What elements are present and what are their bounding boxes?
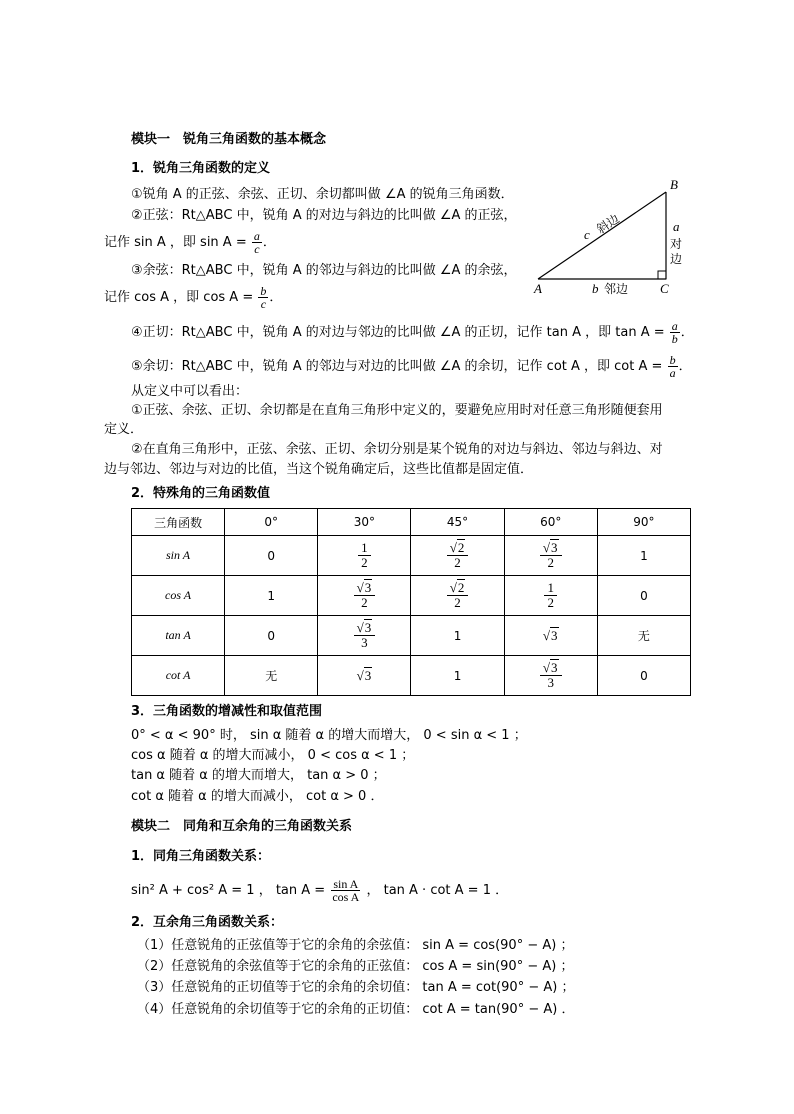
vertex-A: A [534, 281, 542, 296]
complement-relation-3: （3）任意锐角的正切值等于它的余角的余切值： tan A = cot(90° − A) ； [137, 980, 575, 995]
opp-var: a [673, 219, 680, 234]
row-label: cos A [132, 576, 225, 616]
table-cell [504, 536, 597, 576]
definition-tangent: ④正切：Rt△ABC 中，锐角 A 的对边与邻边的比叫做 ∠A 的正切，记作 tan A ，即 tan A = $\frac{a}{b}$ ． [131, 319, 694, 346]
definition-sine-formula: 记作 sin A ，即 sin A = $\frac{a}{c}$ ． [104, 229, 276, 256]
cell-fraction: $\frac{√3}{3}$ [540, 661, 562, 690]
table-cell [597, 616, 690, 656]
definition-1: ①锐角 A 的正弦、余弦、正切、余切都叫做 ∠A 的锐角三角函数． [131, 187, 514, 202]
note-1a: ①正弦、余弦、正切、余切都是在直角三角形中定义的，要避免应用时对任意三角形随便套用 [131, 403, 663, 418]
cell-value: √3 [542, 627, 558, 643]
opp-label-2: 边 [670, 252, 683, 266]
vertex-C: C [660, 281, 669, 296]
cell-fraction: $\frac{√3}{3}$ [354, 621, 376, 650]
adj-var: b [592, 281, 599, 296]
table-cell [504, 616, 597, 656]
table-cell [411, 616, 504, 656]
special-angles-table [131, 508, 691, 696]
cell-fraction: $\frac{√2}{2}$ [447, 581, 469, 610]
cell-value: 0 [640, 588, 648, 603]
module2-title: 模块二 同角和互余角的三角函数关系 [131, 819, 353, 834]
cell-fraction: $\frac{1}{2}$ [358, 541, 371, 570]
cell-value: 0 [640, 668, 648, 683]
module1-title: 模块一 锐角三角函数的基本概念 [131, 132, 327, 147]
vertex-B: B [670, 177, 678, 192]
table-cell [225, 616, 318, 656]
table-row [132, 576, 691, 616]
section1-title: 1．锐角三角函数的定义 [131, 161, 271, 176]
table-cell [504, 656, 597, 696]
table-cell [411, 536, 504, 576]
table-cell [225, 656, 318, 696]
table-cell [597, 536, 690, 576]
table-cell [318, 656, 411, 696]
section2-title: 2．特殊角的三角函数值 [131, 486, 271, 501]
cell-fraction: $\frac{1}{2}$ [544, 581, 557, 610]
cell-value: 1 [453, 628, 462, 643]
table-cell [318, 576, 411, 616]
note-2b: 边与邻边、邻边与对边的比值，当这个锐角确定后，这些比值都是固定值． [104, 462, 534, 477]
same-angle-relations: sin² A + cos² A = 1 ， tan A = $\frac{\text{sin A}}{\text{cos A}}$ ， tan A · cot A = 1 ． [131, 877, 509, 904]
definition-cosine: ③余弦：Rt△ABC 中，锐角 A 的邻边与斜边的比叫做 ∠A 的余弦， [131, 263, 517, 278]
definition-cosine-formula: 记作 cos A ，即 cos A = $\frac{b}{c}$ ． [104, 284, 283, 311]
fraction-sin-over-cos: $\frac{\text{sin A}}{\text{cos A}}$ [332, 877, 360, 904]
right-angle-mark [658, 271, 666, 279]
table-cell [504, 576, 597, 616]
range-2: cos α 随着 α 的增大而减小， 0 < cos α < 1 ； [131, 748, 415, 763]
hyp-label: 斜边 [594, 211, 622, 237]
hyp-var: c [584, 227, 590, 242]
from-definition: 从定义中可以看出： [131, 384, 249, 399]
right-triangle-figure [530, 176, 700, 304]
fraction-b-over-c: $\frac{b}{c}$ [260, 284, 267, 311]
fraction-a-over-c: $\frac{a}{c}$ [253, 229, 260, 256]
definition-cotangent: ⑤余切：Rt△ABC 中，锐角 A 的邻边与对边的比叫做 ∠A 的余切，记作 cot A ，即 cot A = $\frac{b}{a}$ ． [131, 353, 692, 380]
header-cell: 60° [504, 509, 597, 536]
note-1b: 定义． [104, 422, 144, 437]
table-cell [318, 536, 411, 576]
complement-relation-4: （4）任意锐角的余切值等于它的余角的正切值： cot A = tan(90° − A) ． [137, 1002, 575, 1017]
table-cell [225, 576, 318, 616]
table-cell [597, 656, 690, 696]
fraction-a-over-b: $\frac{a}{b}$ [671, 319, 678, 346]
table-cell [597, 576, 690, 616]
cell-value: 无 [637, 629, 650, 643]
row-label: tan A [132, 616, 225, 656]
cell-value: 1 [640, 548, 648, 563]
cell-value: 0 [267, 548, 276, 563]
cell-fraction: $\frac{√2}{2}$ [447, 541, 469, 570]
header-cell: 45° [411, 509, 504, 536]
range-3: tan α 随着 α 的增大而增大， tan α > 0 ； [131, 768, 386, 783]
header-cell: 90° [597, 509, 690, 536]
cell-value: 1 [267, 588, 276, 603]
header-cell: 三角函数 [132, 509, 225, 536]
cell-value: 无 [265, 669, 278, 683]
range-1: 0° < α < 90° 时， sin α 随着 α 的增大而增大， 0 < sin α < 1 ； [131, 728, 527, 743]
definition-sine: ②正弦：Rt△ABC 中，锐角 A 的对边与斜边的比叫做 ∠A 的正弦， [131, 208, 517, 223]
adj-label: 邻边 [604, 282, 629, 296]
header-cell: 0° [225, 509, 318, 536]
note-2a: ②在直角三角形中，正弦、余弦、正切、余切分别是某个锐角的对边与斜边、邻边与斜边、对 [131, 442, 663, 457]
table-cell [411, 576, 504, 616]
module2-section1-title: 1．同角三角函数关系： [131, 849, 271, 864]
cell-value: √3 [356, 667, 372, 683]
section3-title: 3．三角函数的增减性和取值范围 [131, 704, 323, 719]
cell-value: 0 [267, 628, 276, 643]
cell-fraction: $\frac{√3}{2}$ [540, 541, 562, 570]
header-cell: 30° [318, 509, 411, 536]
row-label: cot A [132, 656, 225, 696]
table-cell [225, 536, 318, 576]
table-row [132, 616, 691, 656]
table-cell [318, 616, 411, 656]
complement-relation-2: （2）任意锐角的余弦值等于它的余角的正弦值： cos A = sin(90° − A) ； [137, 959, 574, 974]
complement-relation-1: （1）任意锐角的正弦值等于它的余角的余弦值： sin A = cos(90° − A) ； [137, 938, 574, 953]
table-row [132, 656, 691, 696]
table-cell [411, 656, 504, 696]
module2-section2-title: 2．互余角三角函数关系： [131, 915, 284, 930]
range-4: cot α 随着 α 的增大而减小， cot α > 0 ． [131, 789, 384, 804]
table-header-row [132, 509, 691, 536]
table-row [132, 536, 691, 576]
cell-fraction: $\frac{√3}{2}$ [354, 581, 376, 610]
fraction-b-over-a: $\frac{b}{a}$ [669, 353, 676, 380]
row-label: sin A [132, 536, 225, 576]
cell-value: 1 [453, 668, 462, 683]
opp-label-1: 对 [670, 237, 683, 251]
